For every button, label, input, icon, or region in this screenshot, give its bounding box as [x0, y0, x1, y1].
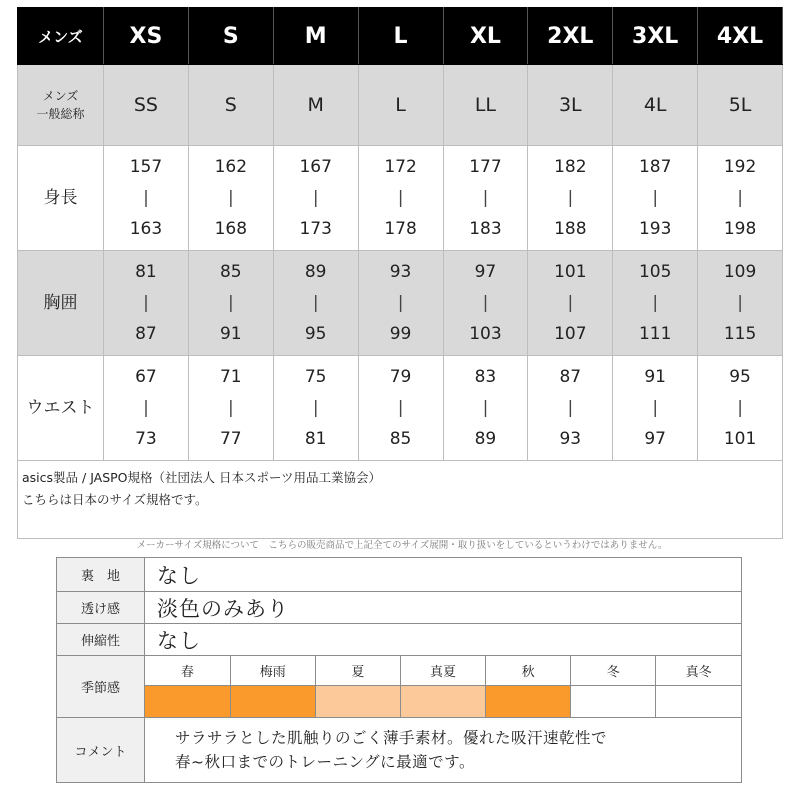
measure-range-cell	[273, 146, 358, 251]
lining-value: なし	[145, 558, 742, 592]
comment-row	[57, 718, 742, 783]
range-max: 95	[304, 323, 327, 344]
range-min: 89	[304, 261, 327, 282]
range-max: 178	[384, 218, 417, 239]
range-separator: |	[143, 187, 149, 208]
size-xs: XS	[104, 8, 189, 65]
measure-range-cell	[358, 146, 443, 251]
measure-range-cell	[613, 356, 698, 461]
size-note-line1: asics製品 / JASPO規格（社団法人 日本スポーツ用品工業協会）	[22, 470, 381, 485]
sheerness-label: 透け感	[57, 592, 145, 624]
range-separator: |	[312, 397, 319, 418]
range-separator: |	[567, 397, 574, 418]
season-grid-cell	[145, 656, 742, 718]
general-size-row	[18, 65, 783, 146]
range-min: 167	[299, 156, 332, 177]
size-header-row	[18, 8, 783, 65]
measure-range-cell	[698, 356, 783, 461]
range-separator: |	[737, 292, 743, 313]
season-name: 梅雨	[230, 656, 315, 686]
range-min: 87	[559, 366, 582, 387]
measure-label: 胸囲	[18, 251, 104, 356]
range-max: 89	[474, 428, 497, 449]
chest-row	[18, 251, 783, 356]
range-min: 187	[638, 156, 672, 177]
range-min: 95	[729, 366, 751, 387]
season-level-row	[145, 686, 741, 718]
general-size-cell: M	[273, 65, 358, 146]
range-max: 173	[299, 218, 332, 239]
measure-range-cell	[613, 146, 698, 251]
range-min: 101	[554, 261, 587, 282]
comment-line1: サラサラとした肌触りのごく薄手素材。優れた吸汗速乾性で	[175, 729, 608, 747]
measure-range-cell	[698, 146, 783, 251]
range-min: 93	[389, 261, 412, 282]
range-separator: |	[737, 187, 743, 208]
season-name-row	[145, 656, 741, 686]
range-min: 85	[219, 261, 242, 282]
size-l: L	[358, 8, 443, 65]
size-note-row	[18, 461, 783, 539]
range-max: 168	[214, 218, 248, 239]
range-separator: |	[397, 292, 404, 313]
season-grid	[145, 656, 741, 717]
season-name: 春	[145, 656, 230, 686]
height-row	[18, 146, 783, 251]
range-min: 109	[723, 261, 757, 282]
range-min: 91	[644, 366, 666, 387]
size-note-line2: こちらは日本のサイズ規格です。	[22, 492, 208, 507]
size-chart-table	[17, 7, 783, 539]
size-2xl: 2XL	[528, 8, 613, 65]
general-size-cell: S	[188, 65, 273, 146]
range-separator: |	[397, 397, 404, 418]
range-max: 93	[559, 428, 582, 449]
season-row	[57, 656, 742, 718]
season-level-swatch	[571, 686, 656, 718]
size-m: M	[273, 8, 358, 65]
range-max: 103	[469, 323, 502, 344]
range-separator: |	[227, 292, 234, 313]
season-level-swatch	[656, 686, 741, 718]
range-min: 67	[135, 366, 157, 387]
season-label: 季節感	[57, 656, 145, 718]
range-max: 97	[644, 428, 666, 449]
general-label-line1: メンズ	[42, 89, 79, 103]
measure-range-cell	[443, 251, 528, 356]
general-size-label	[18, 65, 104, 146]
comment-line2: 春~秋口までのトレーニングに最適です。	[175, 753, 475, 771]
measure-range-cell	[188, 251, 273, 356]
range-max: 111	[638, 323, 672, 344]
season-name: 真冬	[656, 656, 741, 686]
measure-label: ウエスト	[18, 356, 104, 461]
measure-range-cell	[528, 251, 613, 356]
waist-row	[18, 356, 783, 461]
range-max: 81	[304, 428, 327, 449]
sheerness-row	[57, 592, 742, 624]
range-min: 97	[474, 261, 497, 282]
season-name: 冬	[571, 656, 656, 686]
stretch-row	[57, 624, 742, 656]
general-size-cell: 5L	[698, 65, 783, 146]
range-max: 115	[723, 323, 757, 344]
general-size-cell: 3L	[528, 65, 613, 146]
general-size-cell: L	[358, 65, 443, 146]
range-min: 75	[304, 366, 327, 387]
range-separator: |	[143, 397, 149, 418]
season-level-swatch	[400, 686, 485, 718]
range-max: 183	[469, 218, 502, 239]
range-separator: |	[652, 397, 659, 418]
range-min: 192	[723, 156, 757, 177]
maker-size-note: メーカーサイズ規格について こちらの販売商品で上記全てのサイズ展開・取り扱いをしているというわけではありません。	[136, 540, 668, 551]
range-max: 73	[135, 428, 157, 449]
range-min: 81	[135, 261, 157, 282]
range-min: 71	[219, 366, 242, 387]
range-max: 107	[554, 323, 587, 344]
range-max: 85	[389, 428, 412, 449]
range-separator: |	[312, 292, 319, 313]
range-min: 182	[554, 156, 587, 177]
range-separator: |	[482, 397, 489, 418]
product-feature-table	[56, 557, 742, 783]
measure-range-cell	[528, 146, 613, 251]
general-size-cell: LL	[443, 65, 528, 146]
range-min: 79	[389, 366, 412, 387]
general-size-cell: SS	[104, 65, 189, 146]
range-separator: |	[482, 187, 489, 208]
range-max: 91	[219, 323, 242, 344]
range-min: 105	[638, 261, 672, 282]
season-name: 秋	[486, 656, 571, 686]
range-max: 193	[638, 218, 672, 239]
measure-range-cell	[443, 146, 528, 251]
range-max: 188	[554, 218, 587, 239]
range-min: 157	[129, 156, 163, 177]
measure-range-cell	[443, 356, 528, 461]
measure-range-cell	[273, 356, 358, 461]
range-min: 177	[469, 156, 502, 177]
comment-label: コメント	[57, 718, 145, 783]
header-label: メンズ	[18, 8, 104, 65]
size-xl: XL	[443, 8, 528, 65]
range-max: 77	[219, 428, 242, 449]
stretch-label: 伸縮性	[57, 624, 145, 656]
season-level-swatch	[486, 686, 571, 718]
size-4xl: 4XL	[698, 8, 783, 65]
range-max: 198	[723, 218, 757, 239]
range-max: 101	[723, 428, 757, 449]
measure-range-cell	[188, 146, 273, 251]
general-label-line2: 一般総称	[36, 107, 85, 121]
measure-range-cell	[528, 356, 613, 461]
range-separator: |	[652, 292, 659, 313]
range-separator: |	[737, 397, 743, 418]
measure-range-cell	[273, 251, 358, 356]
range-max: 87	[135, 323, 157, 344]
range-max: 163	[129, 218, 163, 239]
measure-range-cell	[104, 251, 189, 356]
size-3xl: 3XL	[613, 8, 698, 65]
range-min: 83	[474, 366, 497, 387]
size-note	[18, 461, 783, 539]
season-level-swatch	[230, 686, 315, 718]
stretch-value: なし	[145, 624, 742, 656]
range-separator: |	[397, 187, 404, 208]
range-separator: |	[312, 187, 319, 208]
range-separator: |	[143, 292, 149, 313]
lining-row	[57, 558, 742, 592]
range-separator: |	[482, 292, 489, 313]
measure-range-cell	[613, 251, 698, 356]
measure-range-cell	[698, 251, 783, 356]
range-separator: |	[652, 187, 659, 208]
range-separator: |	[567, 292, 574, 313]
comment-text	[145, 718, 742, 783]
measure-range-cell	[188, 356, 273, 461]
season-level-swatch	[145, 686, 230, 718]
size-s: S	[188, 8, 273, 65]
range-min: 172	[384, 156, 417, 177]
measure-range-cell	[104, 146, 189, 251]
sheerness-value: 淡色のみあり	[145, 592, 742, 624]
range-separator: |	[227, 187, 234, 208]
lining-label: 裏 地	[57, 558, 145, 592]
measure-range-cell	[358, 356, 443, 461]
general-size-cell: 4L	[613, 65, 698, 146]
measure-label: 身長	[18, 146, 104, 251]
measure-range-cell	[104, 356, 189, 461]
range-separator: |	[227, 397, 234, 418]
range-min: 162	[214, 156, 248, 177]
season-level-swatch	[315, 686, 400, 718]
range-separator: |	[567, 187, 574, 208]
range-max: 99	[389, 323, 412, 344]
measure-range-cell	[358, 251, 443, 356]
season-name: 真夏	[400, 656, 485, 686]
season-name: 夏	[315, 656, 400, 686]
